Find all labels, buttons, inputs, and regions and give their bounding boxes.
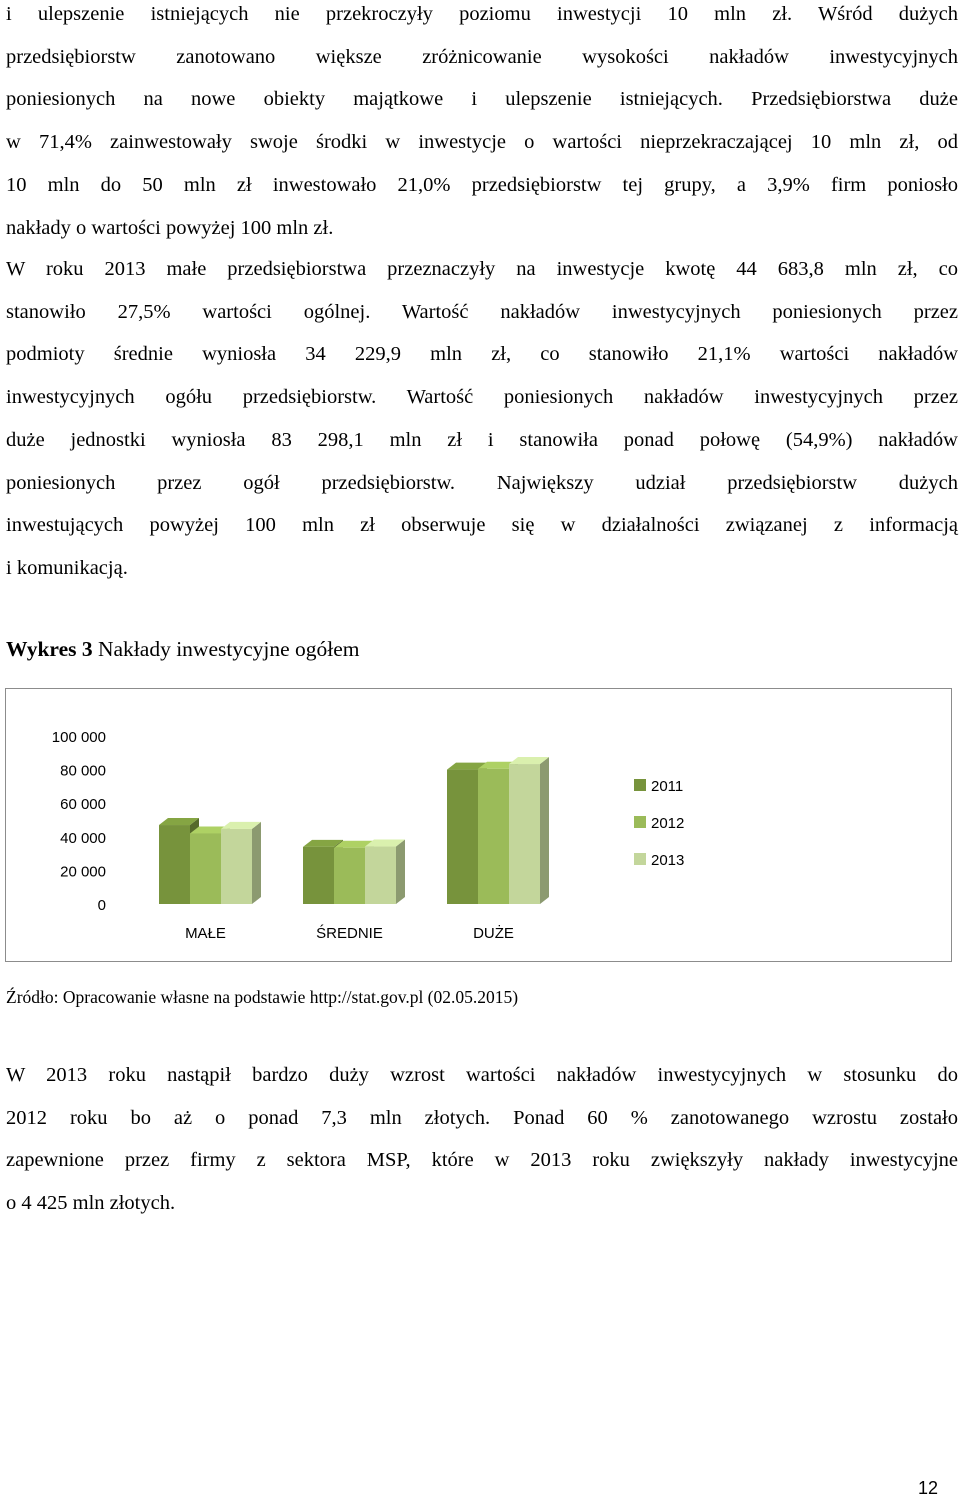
y-tick-label: 40 000 <box>60 829 106 847</box>
x-tick-label: ŚREDNIE <box>316 925 383 942</box>
bar <box>303 847 334 904</box>
legend-swatch <box>634 816 646 828</box>
text-line: duże jednostki wyniosła 83 298,1 mln zł i stanowiła ponad połowę (54,9%) nakładów <box>6 428 958 451</box>
legend-label: 2012 <box>651 815 685 832</box>
bar-side <box>540 757 549 904</box>
figure-caption <box>6 637 360 662</box>
text-line: inwestycyjnych ogółu przedsiębiorstw. Wartość poniesionych nakładów inwestycyjnych przez <box>6 386 958 409</box>
paragraph-growth <box>6 1054 958 1225</box>
text-line: przedsiębiorstw zanotowano większe zróżnicowanie wysokości nakładów inwestycyjnych <box>6 45 958 68</box>
text-line: poniesionych na nowe obiekty majątkowe i ulepszenie istniejących. Przedsiębiorstwa duże <box>6 88 958 111</box>
text-line: stanowiło 27,5% wartości ogólnej. Wartość nakładów inwestycyjnych poniesionych przez <box>6 300 958 323</box>
bar-side <box>396 840 405 904</box>
text-line: inwestujących powyżej 100 mln zł obserwuje się w działalności związanej z informacją <box>6 514 958 537</box>
y-tick-label: 100 000 <box>51 729 106 746</box>
text-line: nakłady o wartości powyżej 100 mln zł. <box>6 216 334 239</box>
text-line: i ulepszenie istniejących nie przekroczyły poziomu inwestycji 10 mln zł. Wśród dużych <box>6 3 958 25</box>
bar-chart <box>6 689 951 961</box>
bar <box>365 847 396 904</box>
legend-swatch <box>634 853 646 865</box>
paragraph-investment-structure <box>6 0 958 249</box>
text-line: 2012 roku bo aż o ponad 7,3 mln złotych. Ponad 60 % zanotowanego wzrostu zostało <box>6 1106 958 1129</box>
chart-frame <box>5 688 952 962</box>
page-number: 12 <box>918 1478 939 1498</box>
text-line: W roku 2013 małe przedsiębiorstwa przeznaczyły na inwestycje kwotę 44 683,8 mln zł, co <box>6 258 958 280</box>
legend-swatch <box>634 779 646 791</box>
bar-side <box>252 822 261 904</box>
bar <box>190 833 221 904</box>
bar <box>509 764 540 904</box>
figure-label: Wykres 3 <box>6 637 93 661</box>
text-line: poniesionych przez ogół przedsiębiorstw. Największy udział przedsiębiorstw dużych <box>6 471 958 494</box>
figure-title: Nakłady inwestycyjne ogółem <box>97 637 360 661</box>
text-line: w 71,4% zainwestowały swoje środki w inwestycje o wartości nieprzekraczającej 10 mln zł, od <box>6 131 958 154</box>
y-tick-label: 20 000 <box>60 863 106 881</box>
bar <box>221 829 252 904</box>
bar <box>159 825 190 904</box>
text-line: i komunikacją. <box>6 556 128 579</box>
y-tick-label: 60 000 <box>60 796 106 814</box>
bar <box>478 769 509 904</box>
paragraph-2013-values <box>6 248 958 590</box>
legend-label: 2011 <box>651 778 684 795</box>
figure-source: Źródło: Opracowanie własne na podstawie http://stat.gov.pl (02.05.2015) <box>6 987 519 1007</box>
text-line: podmioty średnie wyniosła 34 229,9 mln zł, co stanowiło 21,1% wartości nakładów <box>6 343 958 366</box>
text-line: 10 mln do 50 mln zł inwestowało 21,0% przedsiębiorstw tej grupy, a 3,9% firm poniosło <box>6 173 958 196</box>
bar <box>334 848 365 904</box>
bar <box>447 770 478 904</box>
y-tick-label: 80 000 <box>60 762 106 780</box>
x-tick-label: DUŻE <box>473 925 514 942</box>
text-line: o 4 425 mln złotych. <box>6 1192 176 1215</box>
legend-label: 2013 <box>651 852 685 869</box>
text-line: W 2013 roku nastąpił bardzo duży wzrost wartości nakładów inwestycyjnych w stosunku do <box>6 1064 958 1086</box>
x-tick-label: MAŁE <box>185 925 226 942</box>
text-line: zapewnione przez firmy z sektora MSP, które w 2013 roku zwiększyły nakłady inwestycyjne <box>6 1149 958 1172</box>
y-tick-label: 0 <box>97 897 106 914</box>
